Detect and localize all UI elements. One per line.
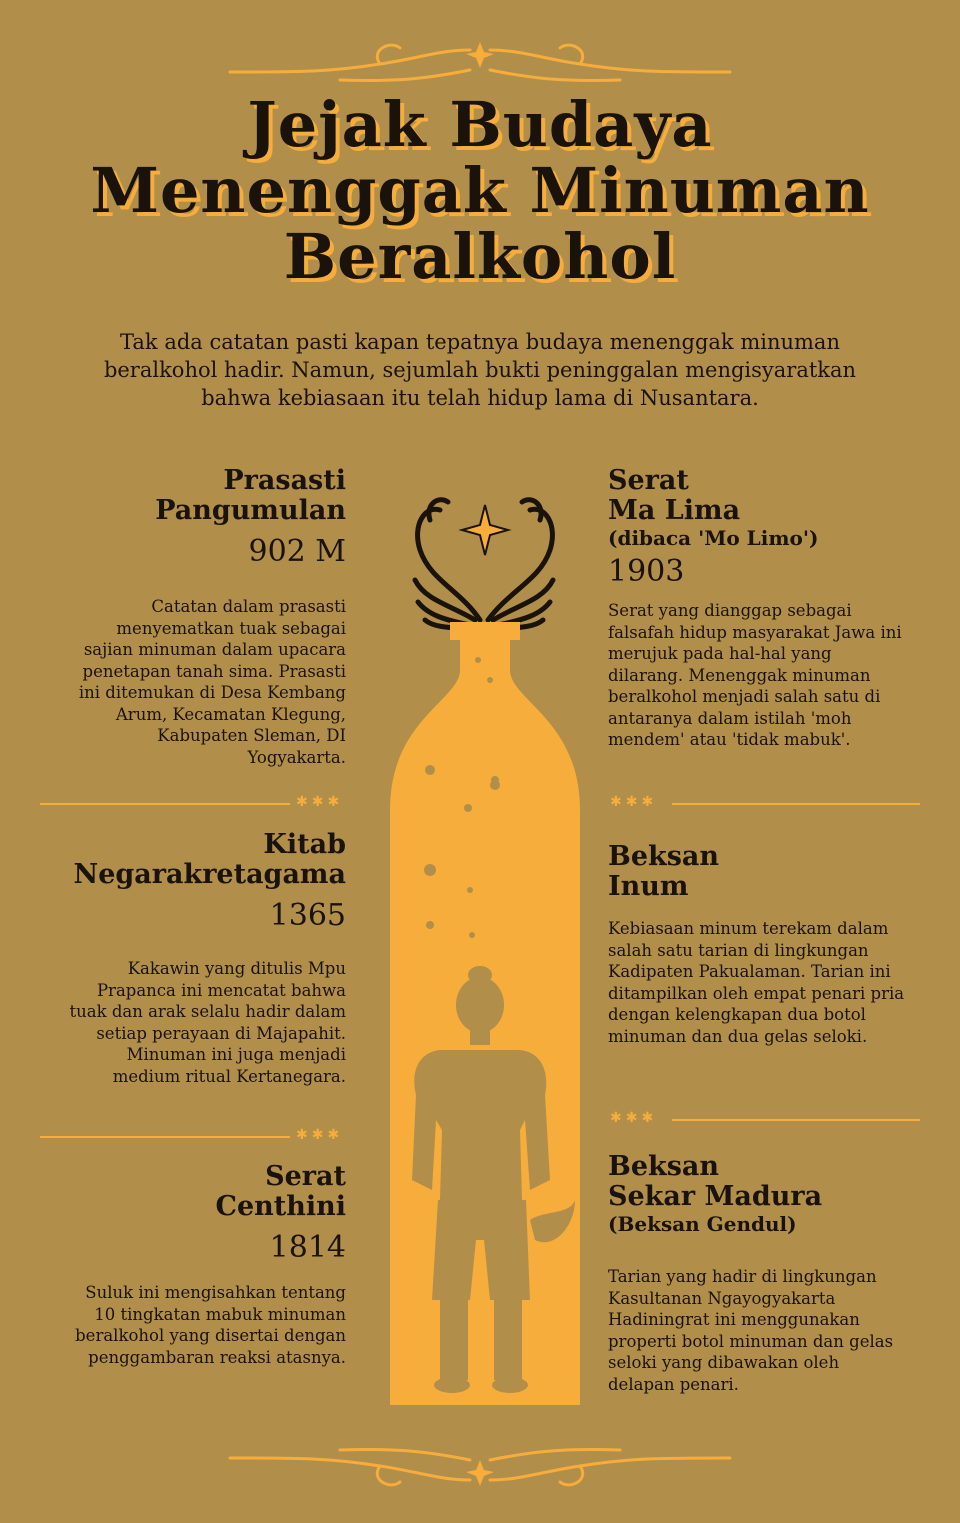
- item-heading-line2: Inum: [608, 871, 689, 902]
- bottom-ornament: [0, 1430, 960, 1510]
- left-item-kitab: [40, 830, 346, 934]
- item-subheading: (Beksan Gendul): [608, 1212, 797, 1236]
- item-heading-line1: Serat: [265, 1161, 346, 1192]
- item-heading-line2: Sekar Madura: [608, 1181, 823, 1212]
- left-item-centhini-body: Suluk ini mengisahkan tentang 10 tingkatan mabuk minuman beralkohol yang disertai dengan penggambaran reaksi atasnya.: [75, 1283, 346, 1367]
- divider-stars-icon: ✱✱✱: [296, 794, 344, 810]
- item-heading-line1: Kitab: [263, 829, 346, 860]
- right-item-malima-body: Serat yang dianggap sebagai falsafah hidup masyarakat Jawa ini merujuk pada hal-hal yang dilarang. Menenggak minuman beralkohol menjadi salah satu di antaranya dalam istilah 'moh mendem' atau 'tidak mabuk'.: [608, 601, 902, 749]
- item-heading-line2: Ma Lima: [608, 495, 741, 526]
- item-year: 1814: [269, 1230, 346, 1265]
- item-heading-line1: Serat: [608, 465, 689, 496]
- left-item-centhini: [40, 1162, 346, 1266]
- right-item-malima: [608, 466, 908, 590]
- page-title: [0, 88, 960, 293]
- bottle-illustration: [370, 480, 600, 1430]
- divider: [672, 803, 920, 805]
- left-item-kitab-body: Kakawin yang ditulis Mpu Prapanca ini mencatat bahwa tuak dan arak selalu hadir dalam setiap perayaan di Majapahit. Minuman ini juga menjadi medium ritual Kertanegara.: [69, 959, 346, 1086]
- intro-text: Tak ada catatan pasti kapan tepatnya budaya menenggak minuman beralkohol hadir. Namun, sejumlah bukti peninggalan mengisyaratkan bahwa kebiasaan itu telah hidup lama di Nusantara.: [103, 330, 857, 410]
- star-icon: [466, 42, 494, 68]
- item-heading-line2: Negarakretagama: [73, 859, 346, 890]
- divider: [672, 1119, 920, 1121]
- right-item-sekar-madura-body: Tarian yang hadir di lingkungan Kasultanan Ngayogyakarta Hadiningrat ini menggunakan properti botol minuman dan gelas seloki yang dibawakan oleh delapan penari.: [608, 1267, 894, 1394]
- divider: [40, 1136, 290, 1138]
- item-subheading: (dibaca 'Mo Limo'): [608, 526, 819, 550]
- item-heading-line2: Pangumulan: [155, 495, 346, 526]
- left-item-prasasti: [40, 466, 346, 570]
- divider-stars-icon: ✱✱✱: [610, 794, 658, 810]
- right-item-inum: [608, 842, 908, 902]
- star-icon: [466, 1460, 494, 1486]
- star-icon: [462, 505, 508, 555]
- item-heading-line2: Centhini: [215, 1191, 346, 1222]
- right-item-inum-body: Kebiasaan minum terekam dalam salah satu tarian di lingkungan Kadipaten Pakualaman. Tarian ini ditampilkan oleh empat penari pria dengan kelengkapan dua botol minuman dan dua gelas seloki.: [608, 919, 905, 1046]
- item-heading-line1: Prasasti: [223, 465, 346, 496]
- divider-stars-icon: ✱✱✱: [296, 1127, 344, 1143]
- divider: [40, 803, 290, 805]
- title-line-1: Jejak Budaya: [247, 88, 713, 161]
- right-item-sekar-madura: [608, 1152, 908, 1236]
- divider-stars-icon: ✱✱✱: [610, 1110, 658, 1126]
- title-line-2: Menenggak Minuman: [90, 154, 870, 227]
- item-year: 1365: [269, 898, 346, 933]
- item-year: 1903: [608, 554, 685, 589]
- left-item-prasasti-body: Catatan dalam prasasti menyematkan tuak sebagai sajian minuman dalam upacara penetapan tanah sima. Prasasti ini ditemukan di Desa Kembang Arum, Kecamatan Klegung, Kabupaten Sleman, DI Yogyakarta.: [78, 597, 346, 767]
- title-line-3: Beralkohol: [283, 220, 677, 293]
- item-heading-line1: Beksan: [608, 841, 720, 872]
- item-heading-line1: Beksan: [608, 1151, 720, 1182]
- item-year: 902 M: [248, 534, 346, 569]
